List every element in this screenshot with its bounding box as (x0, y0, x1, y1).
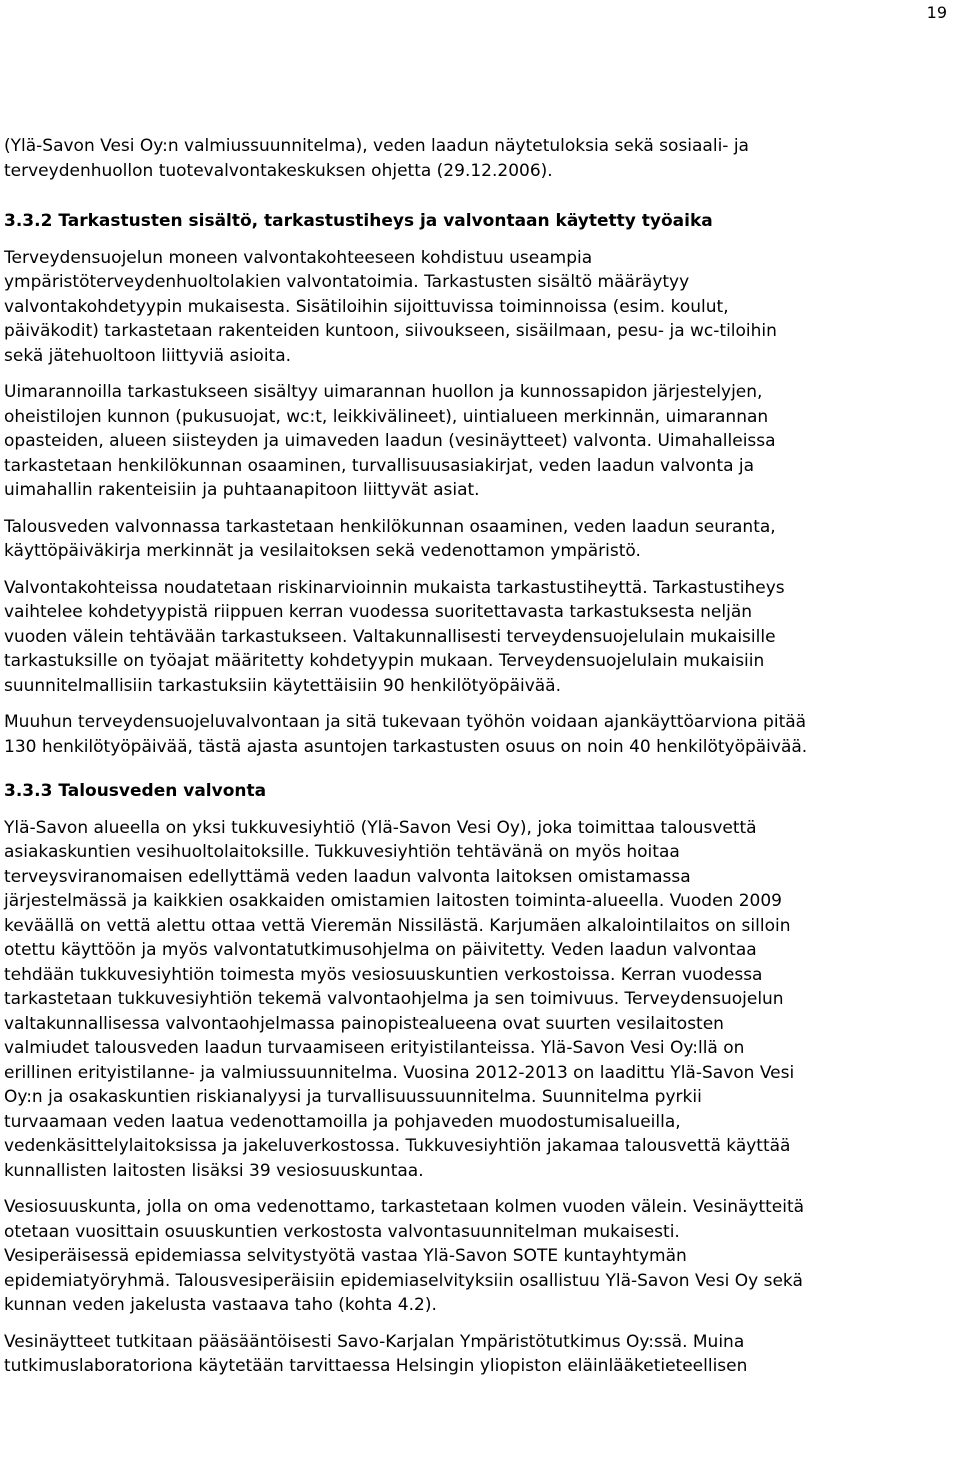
paragraph-water-cooperatives: Vesiosuuskunta, jolla on oma vedenottamo, tarkastetaan kolmen vuoden välein. Vesinäytteitä otetaan vuosittain osuuskuntien verkostosta valvontasuunnitelman mukaisesti. Vesiperäisessä epidemiassa selvitystyötä vastaa Ylä-Savon SOTE kuntayhtymän epidemiatyöryhmä. Talousvesiperäisiin epidemiaselvityksiin osallistuu Ylä-Savon Vesi Oy sekä kunnan veden jakelusta vastaava taho (kohta 4.2). (4, 1197, 805, 1315)
page-number: 19 (926, 3, 947, 22)
paragraph-wholesale-water-company: Ylä-Savon alueella on yksi tukkuvesiyhtiö (Ylä-Savon Vesi Oy), joka toimittaa talousvettä asiakaskuntien vesihuoltolaitoksille. Tukkuvesiyhtiön tehtävänä on myös hoitaa terveysviranomaisen edellyttämä veden laadun valvonta laitoksen omistamassa järjestelmässä ja kaikkien osakkaiden omistamien laitosten toiminta-alueella. Vuoden 2009 keväällä on vettä alettu ottaa vettä Vieremän Nissilästä. Karjumäen alkalointilaitos on silloin otettu käyttöön ja myös valvontatutkimusohjelma on päivitetty. Veden laadun valvontaa tehdään tukkuvesiyhtiön toimesta myös vesiosuuskuntien verkostoissa. Kerran vuodessa tarkastetaan tukkuvesiyhtiön tekemä valvontaohjelma ja sen toimivuus. Terveydensuojelun valtakunnallisessa valvontaohjelmassa painopistealueena ovat suurten vesilaitosten valmiudet talousveden laadun turvaamiseen erityistilanteissa. Ylä-Savon Vesi Oy:llä on erillinen erityistilanne- ja valmiussuunnitelma. Vuosina 2012-2013 on laadittu Ylä-Savon Vesi Oy:n ja osakaskuntien riskianalyysi ja turvallisuussuunnitelma. Suunnitelma pyrkii turvaamaan veden laatua vedenottamoilla ja pohjaveden muodostumisalueilla, vedenkäsittelylaitoksissa ja jakeluverkostossa. Tukkuvesiyhtiön jakamaa talousvettä käyttää kunnallisten laitosten lisäksi 39 vesiosuuskuntaa. (4, 817, 795, 1181)
paragraph-drinking-water-supervision: Talousveden valvonnassa tarkastetaan henkilökunnan osaaminen, veden laadun seuranta, käyttöpäiväkirja merkinnät ja vesilaitoksen sekä vedenottamon ympäristö. (4, 516, 776, 561)
paragraph-other-supervision: Muuhun terveydensuojeluvalvontaan ja sitä tukevaan työhön voidaan ajankäyttöarviona pitää 130 henkilötyöpäivää, tästä ajasta asuntojen tarkastusten osuus on noin 40 henkilötyöpäivää. (4, 712, 808, 757)
paragraph-inspection-content: Terveydensuojelun moneen valvontakohteeseen kohdistuu useampia ympäristöterveydenhuoltolakien valvontatoimia. Tarkastusten sisältö määräytyy valvontakohdetyypin mukaisesta. Sisätiloihin sijoittuvissa toiminnoissa (esim. koulut, päiväkodit) tarkastetaan rakenteiden kuntoon, siivoukseen, sisäilmaan, pesu- ja wc-tiloihin sekä jätehuoltoon liittyviä asioita. (4, 247, 777, 366)
paragraph-laboratories: Vesinäytteet tutkitaan pääsääntöisesti Savo-Karjalan Ympäristötutkimus Oy:ssä. Muina tutkimuslaboratoriona käytetään tarvittaessa Helsingin yliopiston eläinlääketieteellisen (4, 1331, 748, 1376)
section-heading-3-3-3: 3.3.3 Talousveden valvonta (4, 781, 267, 801)
paragraph-beaches: Uimarannoilla tarkastukseen sisältyy uimarannan huollon ja kunnossapidon järjestelyjen, oheistilojen kunnon (pukusuojat, wc:t, leikkivälineet), uintialueen merkinnän, uimarannan opasteiden, alueen siisteyden ja uimaveden laadun (vesinäytteet) valvonta. Uimahalleissa tarkastetaan henkilökunnan osaaminen, turvallisuusasiakirjat, veden laadun valvonta ja uimahallin rakenteisiin ja puhtaanapitoon liittyvät asiat. (4, 382, 776, 500)
paragraph-intro: (Ylä-Savon Vesi Oy:n valmiussuunnitelma), veden laadun näytetuloksia sekä sosiaali- ja terveydenhuollon tuotevalvontakeskuksen ohjetta (29.12.2006). (4, 136, 749, 181)
paragraph-inspection-frequency: Valvontakohteissa noudatetaan riskinarvioinnin mukaista tarkastustiheyttä. Tarkastustiheys vaihtelee kohdetyypistä riippuen kerran vuodessa suoritettavasta tarkastuksesta neljän vuoden välein tehtävään tarkastukseen. Valtakunnallisesti terveydensuojelulain mukaisille tarkastuksille on työajat määritetty kohdetyypin mukaan. Terveydensuojelulain mukaisiin suunnitelmallisiin tarkastuksiin käytettäisiin 90 henkilötyöpäivää. (4, 577, 785, 696)
section-heading-3-3-2: 3.3.2 Tarkastusten sisältö, tarkastustiheys ja valvontaan käytetty työaika (4, 211, 713, 231)
document-body (4, 134, 954, 1379)
